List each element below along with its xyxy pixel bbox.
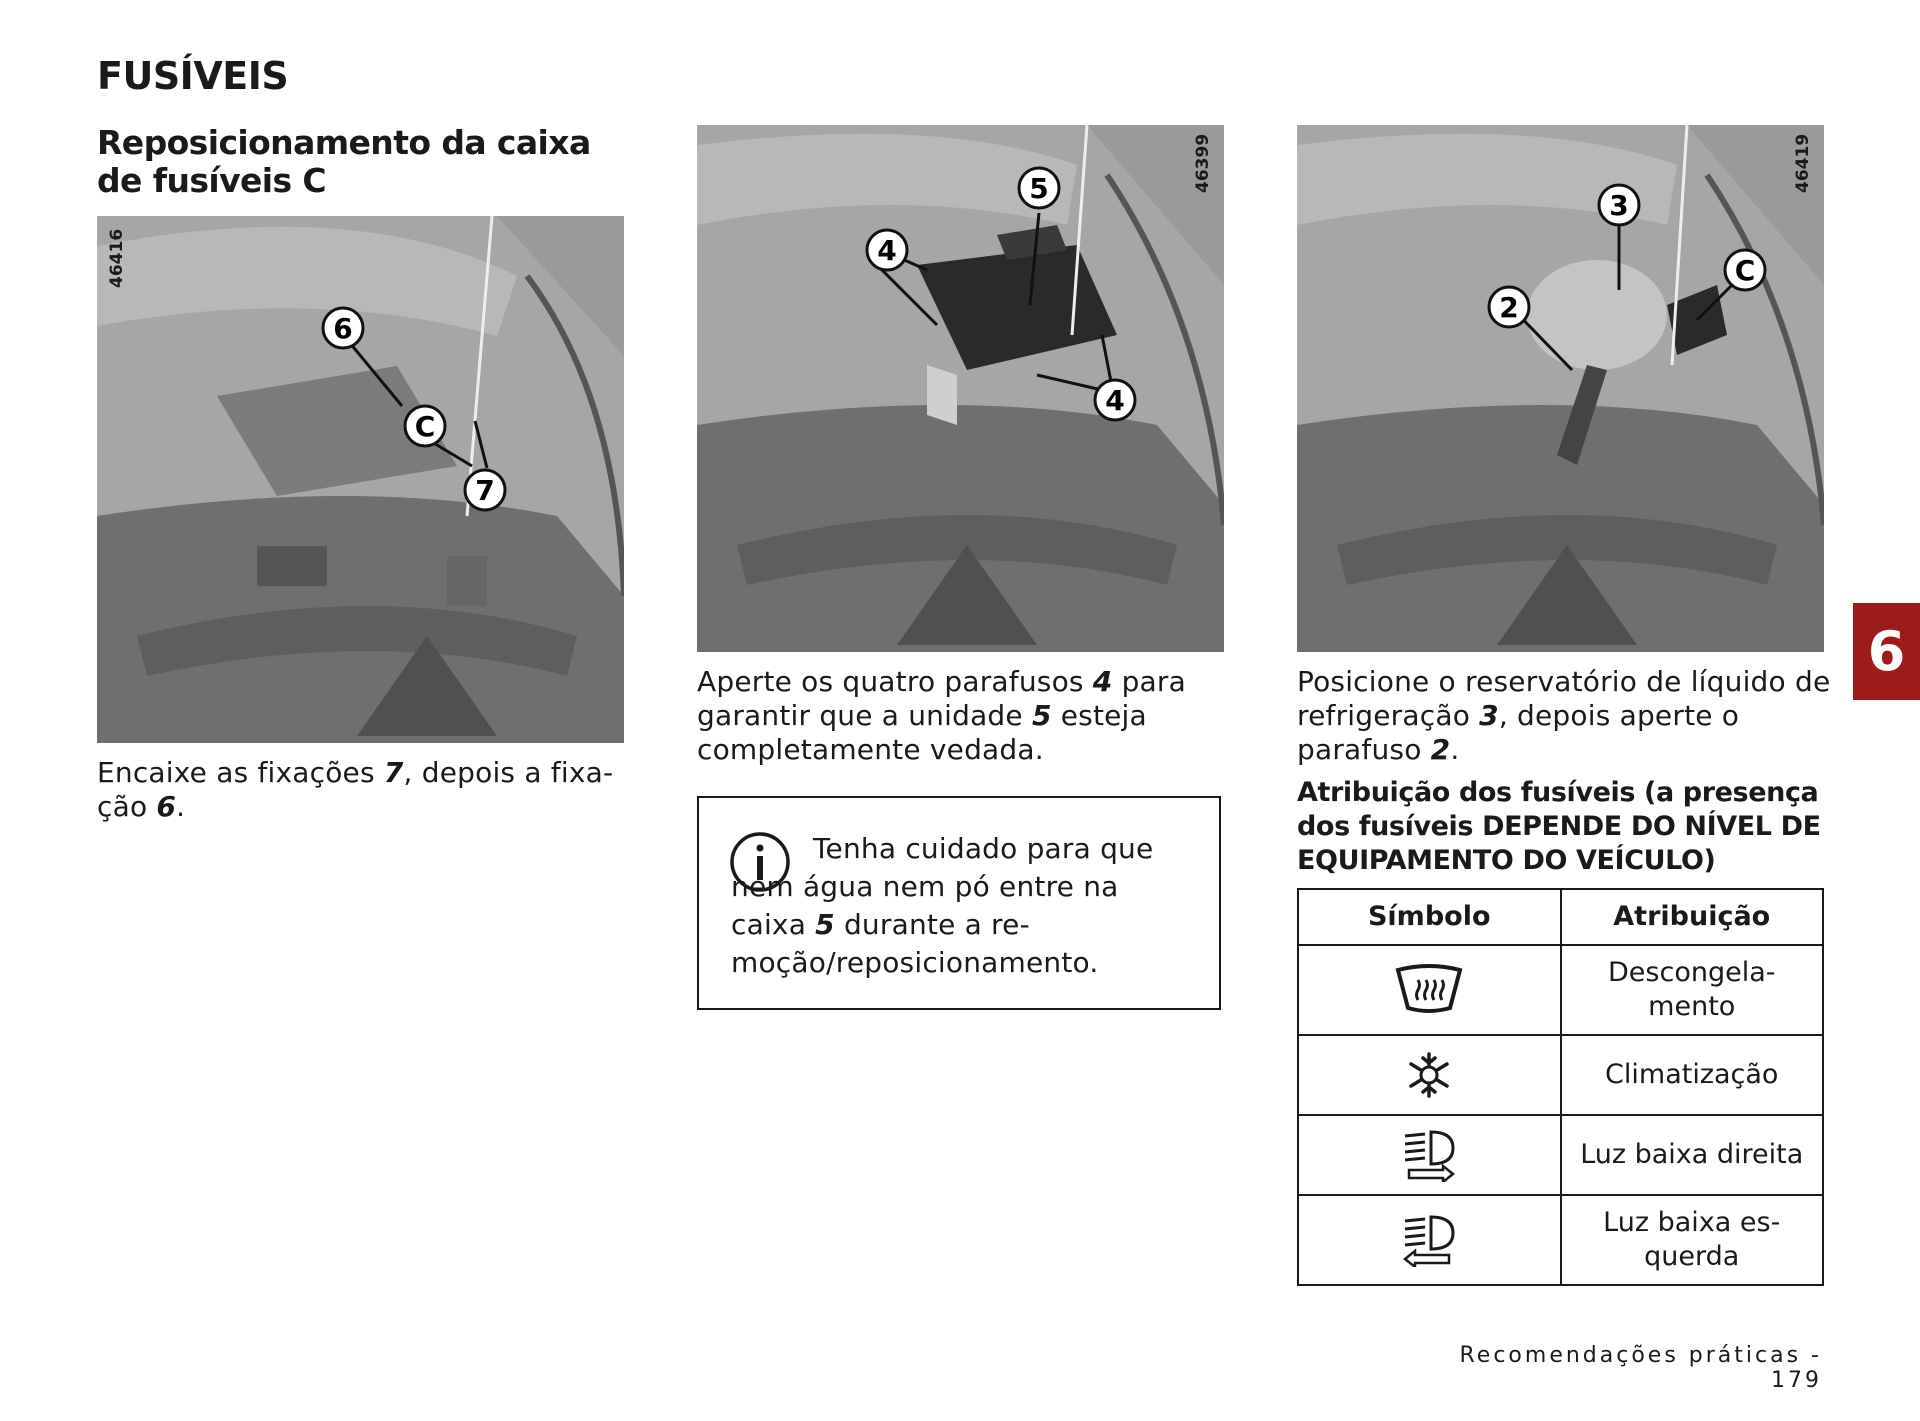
caption-col2: Aperte os quatro parafusos 4 para garantir que a unidade 5 esteja completamente vedada.: [697, 665, 1186, 766]
air-conditioning-icon: [1404, 1050, 1454, 1100]
table-row: [1298, 945, 1823, 1035]
engine-illustration-1: [97, 216, 624, 743]
callout-2: 2: [1499, 291, 1519, 324]
low-beam-left-icon: [1401, 1213, 1457, 1267]
column-header-symbol: Símbolo: [1298, 889, 1561, 945]
fuse-assignment-heading: Atribuição dos fusíveis (a presença dos fusíveis DEPENDE DO NÍVEL DE EQUIPAMENTO DO VEÍCULO): [1297, 777, 1821, 876]
caption-col1: Encaixe as fixações 7, depois a fixa-ção 6.: [97, 756, 614, 823]
assignment-cell: Descongela-mento: [1561, 945, 1824, 1035]
callout-3: 3: [1609, 189, 1629, 222]
engine-figure-1: [97, 216, 624, 743]
rear-defrost-icon: [1394, 964, 1464, 1016]
symbol-cell: [1298, 1115, 1561, 1195]
assignment-cell: Luz baixa es-querda: [1561, 1195, 1824, 1285]
callout-5: 5: [1029, 172, 1049, 205]
symbol-cell: [1298, 945, 1561, 1035]
section-title: Reposicionamento da caixa de fusíveis C: [97, 123, 591, 200]
table-header-row: [1298, 889, 1823, 945]
engine-illustration-3: [1297, 125, 1824, 652]
engine-illustration-2: [697, 125, 1224, 652]
callout-7: 7: [475, 474, 495, 507]
low-beam-right-icon: [1401, 1128, 1457, 1182]
page-title: FUSÍVEIS: [97, 54, 289, 98]
warning-note: [697, 796, 1221, 1010]
symbol-cell: [1298, 1195, 1561, 1285]
callout-4-left: 4: [877, 234, 897, 267]
table-row: [1298, 1195, 1823, 1285]
note-text: Tenha cuidado para que nem água nem pó entre na caixa 5 durante a re-moção/reposicionamento.: [731, 832, 1154, 979]
callout-c: C: [414, 410, 436, 443]
symbol-cell: [1298, 1035, 1561, 1115]
fuse-table: [1297, 888, 1824, 1286]
engine-figure-2: [697, 125, 1224, 652]
callout-6: 6: [333, 312, 353, 345]
callout-c: C: [1734, 254, 1756, 287]
chapter-tab: 6: [1853, 603, 1920, 700]
engine-figure-3: [1297, 125, 1824, 652]
figure-id: 46419: [1793, 133, 1813, 193]
figure-id: 46416: [107, 228, 127, 288]
page-footer: Recomendações práticas - 179: [1459, 1343, 1822, 1393]
figure-id: 46399: [1193, 133, 1213, 193]
assignment-cell: Climatização: [1561, 1035, 1824, 1115]
table-row: [1298, 1115, 1823, 1195]
assignment-cell: Luz baixa direita: [1561, 1115, 1824, 1195]
column-header-assignment: Atribuição: [1561, 889, 1824, 945]
caption-col3: Posicione o reservatório de líquido de refrigeração 3, depois aperte o parafuso 2.: [1297, 665, 1831, 766]
callout-4-right: 4: [1105, 384, 1125, 417]
table-row: [1298, 1035, 1823, 1115]
